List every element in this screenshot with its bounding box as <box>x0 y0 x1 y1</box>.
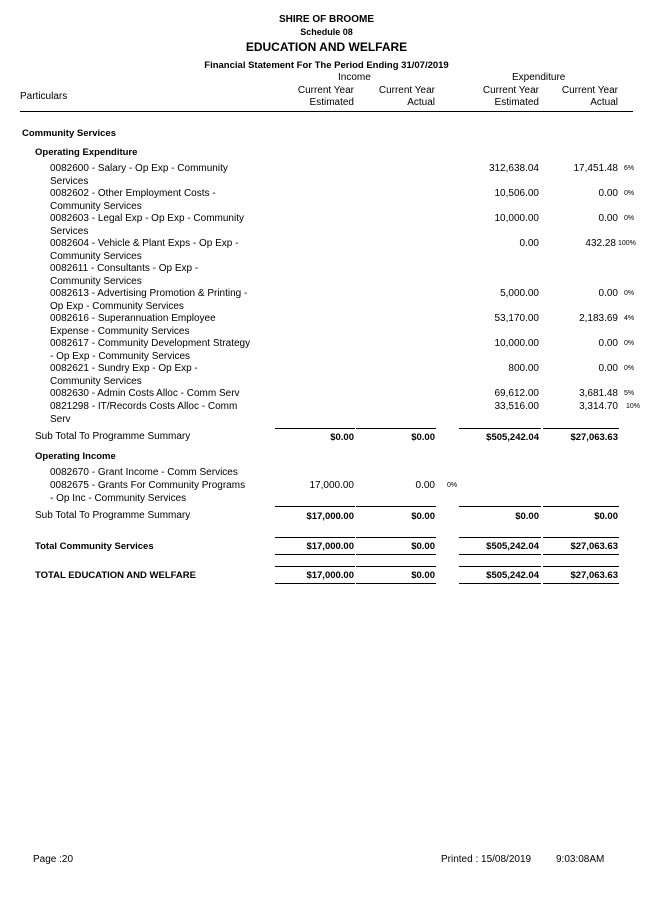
list-item: 0082603 - Legal Exp - Op Exp - Community Services <box>50 213 244 237</box>
rule <box>459 428 541 429</box>
list-item: 0082602 - Other Employment Costs - Community Services <box>50 188 216 212</box>
rule <box>356 428 436 429</box>
rule <box>543 537 619 538</box>
opinc-heading: Operating Income <box>35 451 116 462</box>
list-item: 0082675 - Grants For Community Programs - Op Inc - Community Services <box>50 480 246 504</box>
report-title: EDUCATION AND WELFARE <box>245 40 408 54</box>
section-heading: Community Services <box>22 128 116 139</box>
expenditure-actual-header-line2: Actual <box>590 97 618 108</box>
list-item: 0082630 - Admin Costs Alloc - Comm Serv <box>50 388 240 399</box>
rule <box>275 566 355 567</box>
expenditure-estimated-header-line2: Estimated <box>494 97 539 108</box>
list-item: 0082613 - Advertising Promotion & Printing - Op Exp - Community Services <box>50 288 248 312</box>
rule <box>459 583 541 584</box>
list-item: 0821298 - IT/Records Costs Alloc - Comm Serv <box>50 401 238 425</box>
schedule-label: Schedule 08 <box>300 27 353 37</box>
rule <box>543 583 619 584</box>
income-actual-header-line2: Actual <box>407 97 435 108</box>
printed-time: 9:03:08AM <box>556 854 605 865</box>
period-label: Financial Statement For The Period Ending 31/07/2019 <box>204 60 449 71</box>
opex-subtotal-label: Sub Total To Programme Summary <box>35 431 191 442</box>
rule <box>275 428 355 429</box>
particulars-header: Particulars <box>20 91 68 102</box>
list-item: 0082604 - Vehicle & Plant Exps - Op Exp - Community Services <box>50 238 239 262</box>
rule <box>356 506 436 507</box>
rule <box>459 554 541 555</box>
rule <box>275 583 355 584</box>
rule <box>356 554 436 555</box>
list-item: 0082600 - Salary - Op Exp - Community Services <box>50 163 228 187</box>
expenditure-actual-header-line1: Current Year <box>561 85 618 96</box>
rule <box>356 537 436 538</box>
rule <box>543 506 619 507</box>
rule <box>543 428 619 429</box>
rule <box>356 583 436 584</box>
rule <box>543 566 619 567</box>
income-estimated-header-line1: Current Year <box>297 85 354 96</box>
income-actual-header-line1: Current Year <box>378 85 435 96</box>
list-item: 0082617 - Community Development Strategy - Op Exp - Community Services <box>50 338 251 362</box>
rule <box>459 506 541 507</box>
rule <box>459 566 541 567</box>
rule <box>275 537 355 538</box>
rule <box>275 506 355 507</box>
income-estimated-header-line2: Estimated <box>309 97 354 108</box>
list-item: 0082611 - Consultants - Op Exp - Community Services <box>50 263 199 287</box>
list-item: 0082670 - Grant Income - Comm Services <box>50 467 238 478</box>
grand-total-label: TOTAL EDUCATION AND WELFARE <box>35 570 196 581</box>
rule <box>459 537 541 538</box>
printed-date: Printed : 15/08/2019 <box>441 854 532 865</box>
rule <box>543 554 619 555</box>
org-name: SHIRE OF BROOME <box>278 14 374 25</box>
expenditure-estimated-header-line1: Current Year <box>482 85 539 96</box>
opinc-subtotal-label: Sub Total To Programme Summary <box>35 510 191 521</box>
page-number: Page :20 <box>33 854 74 865</box>
list-item: 0082616 - Superannuation Employee Expense - Community Services <box>50 313 216 337</box>
rule <box>275 554 355 555</box>
income-header: Income <box>338 72 371 83</box>
list-item: 0082621 - Sundry Exp - Op Exp - Community Services <box>50 363 198 387</box>
rule <box>356 566 436 567</box>
opex-heading: Operating Expenditure <box>35 147 138 158</box>
expenditure-header: Expenditure <box>512 72 566 83</box>
header-rule <box>20 111 633 112</box>
total-section-label: Total Community Services <box>35 541 154 552</box>
